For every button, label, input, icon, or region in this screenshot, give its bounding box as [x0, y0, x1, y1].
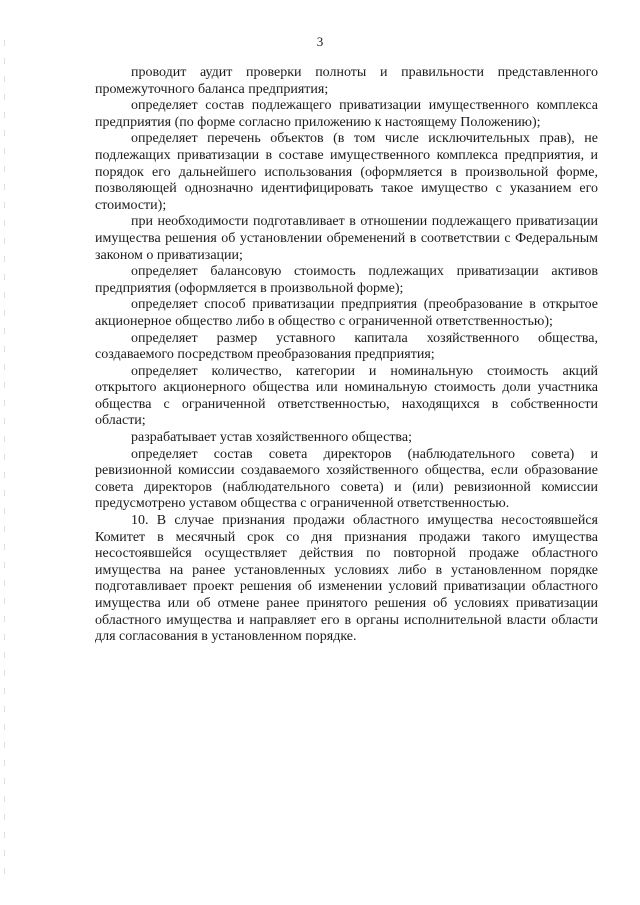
- paragraph-privatization-method: определяет способ приватизации предприятия (преобразование в открытое акционерное общество либо в общество с ограниченной ответственностью);: [95, 297, 598, 329]
- paragraph-charter: разрабатывает устав хозяйственного общества;: [131, 430, 412, 446]
- paragraph-board-composition: определяет состав совета директоров (наблюдательного совета) и ревизионной комиссии создаваемого хозяйственного общества, если образование совета директоров (наблюдательного совета) и (или) ревизионной комиссии предусмотрено уставом общества с ограниченной ответственностью.: [95, 446, 598, 512]
- paragraph-shares: определяет количество, категории и номинальную стоимость акций открытого акционерного общества или номинальную стоимость доли участника общества с ограниченной ответственностью, находящихся в собственности области;: [95, 363, 598, 429]
- paragraph-authorized-capital: определяет размер уставного капитала хозяйственного общества, создаваемого посредством преобразования предприятия;: [95, 330, 598, 363]
- page-number: 3: [316, 34, 324, 49]
- paragraph-audit-balance: проводит аудит проверки полноты и правильности представленного промежуточного баланса предприятия;: [95, 65, 598, 97]
- paragraph-property-complex-composition: определяет состав подлежащего приватизации имущественного комплекса предприятия (по форме согласно приложению к настоящему Положению);: [95, 98, 598, 130]
- paragraph-clause-10: 10. В случае признания продажи областного имущества несостоявшейся Комитет в месячный срок со дня признания продажи такого имущества несостоявшейся осуществляет действия по повторной продаже областного имущества на ранее установленных условиях либо в установленном порядке подготавливает проект решения об изменении условий приватизации областного имущества или об отмене ранее принятого решения об условиях приватизации областного имущества и направляет его в органы исполнительной власти области для согласования в установленном порядке.: [95, 513, 598, 645]
- paragraph-excluded-objects: определяет перечень объектов (в том числе исключительных прав), не подлежащих приватизации в составе имущественного комплекса предприятия, и порядок его дальнейшего использования (оформляется в произвольной форме, позволяющей однозначно идентифицировать такое имущество с указанием его стоимости);: [95, 131, 598, 213]
- paragraph-book-value: определяет балансовую стоимость подлежащих приватизации активов предприятия (оформляется в произвольной форме);: [95, 264, 598, 296]
- scan-edge-mark: [4, 40, 5, 880]
- document-body: [95, 65, 598, 646]
- paragraph-encumbrances: при необходимости подготавливает в отношении подлежащего приватизации имущества решения об установлении обременений в соответствии с Федеральным законом о приватизации;: [95, 214, 598, 263]
